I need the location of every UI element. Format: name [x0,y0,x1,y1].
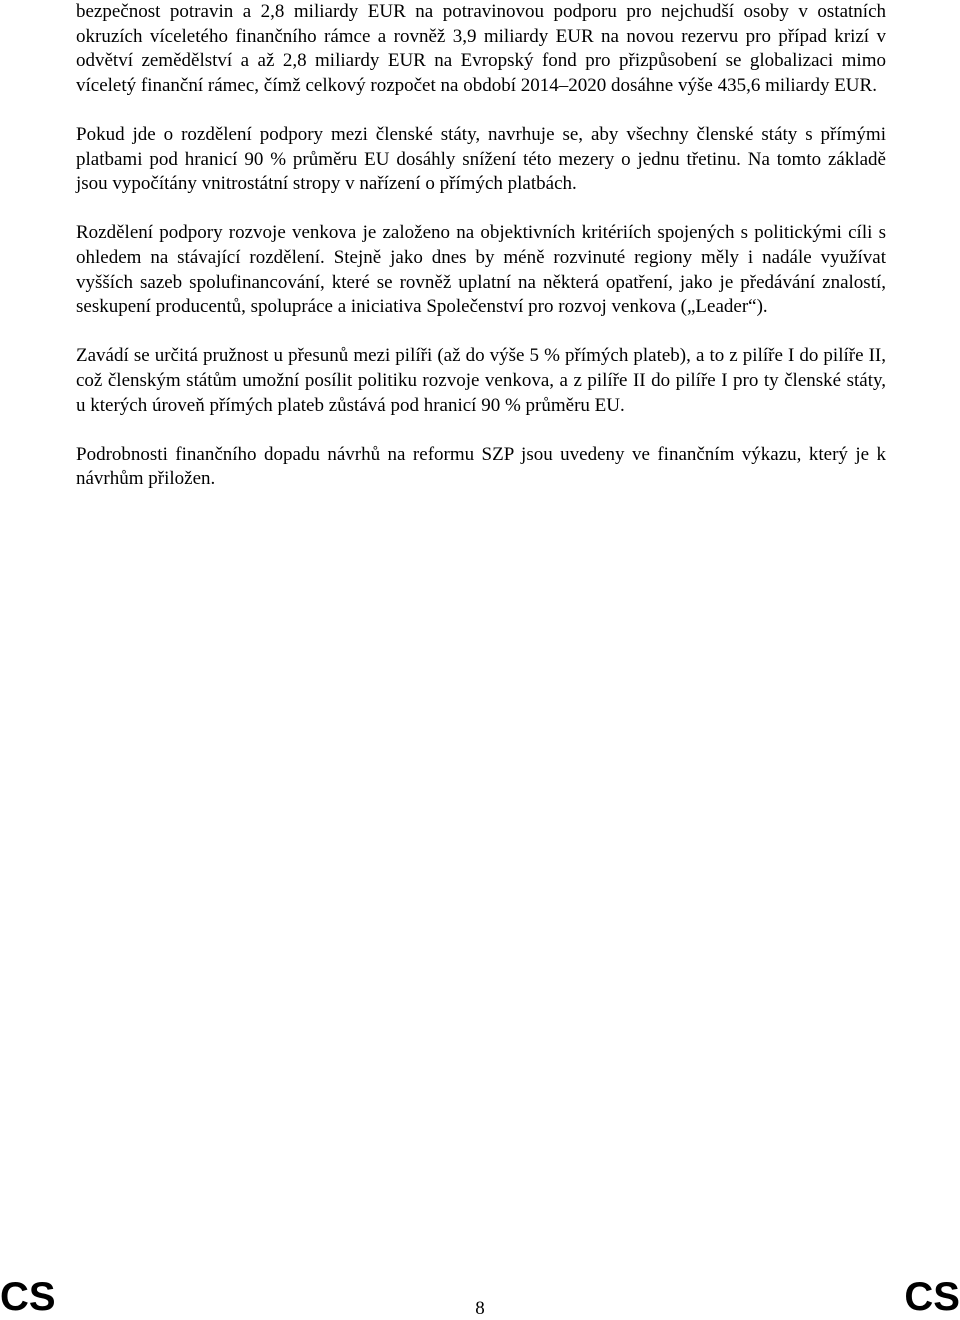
paragraph-pillar-flexibility: Zavádí se určitá pružnost u přesunů mezi pilíři (až do výše 5 % přímých plateb), a to z pilíře I do pilíře II, což členským státům umožní posílit politiku rozvoje venkova, a z pilíře II do pilíře I pro ty členské státy, u kterých úroveň přímých plateb zůstává pod hranicí 90 % průměru EU. [76,345,886,416]
paragraph-rural-development: Rozdělení podpory rozvoje venkova je založeno na objektivních kritériích spojených s politickými cíli s ohledem na stávající rozdělení. Stejně jako dnes by méně rozvinuté regiony měly i nadále využívat vyšších sazeb spolufinancování, které se rovněž uplatní na některá opatření, jako je předávání znalostí, seskupení producentů, spolupráce a iniciativa Společenství pro rozvoj venkova („Leader“). [76,222,886,318]
paragraph-budget-summary: bezpečnost potravin a 2,8 miliardy EUR na potravinovou podporu pro nejchudší osoby v ostatních okruzích víceletého finančního rámce a rovněž 3,9 miliardy EUR na novou rezervu pro případ krizí v odvětví zemědělství a až 2,8 miliardy EUR na Evropský fond pro přizpůsobení se globalizaci mimo víceletý finanční rámec, čímž celkový rozpočet na období 2014–2020 dosáhne výše 435,6 miliardy EUR. [76,1,886,96]
footer-language-right: CS [904,1275,960,1319]
paragraph-financial-statement: Podrobnosti finančního dopadu návrhů na reformu SZP jsou uvedeny ve finančním výkazu, který je k návrhům přiložen. [76,443,886,490]
footer-language-left: CS [0,1275,56,1319]
document-body [76,0,886,516]
paragraph-member-state-distribution: Pokud jde o rozdělení podpory mezi členské státy, navrhuje se, aby všechny členské státy s přímými platbami pod hranicí 90 % průměru EU dosáhly snížení této mezery o jednu třetinu. Na tomto základě jsou vypočítány vnitrostátní stropy v nařízení o přímých platbách. [76,123,886,195]
page-number: 8 [475,1298,485,1319]
